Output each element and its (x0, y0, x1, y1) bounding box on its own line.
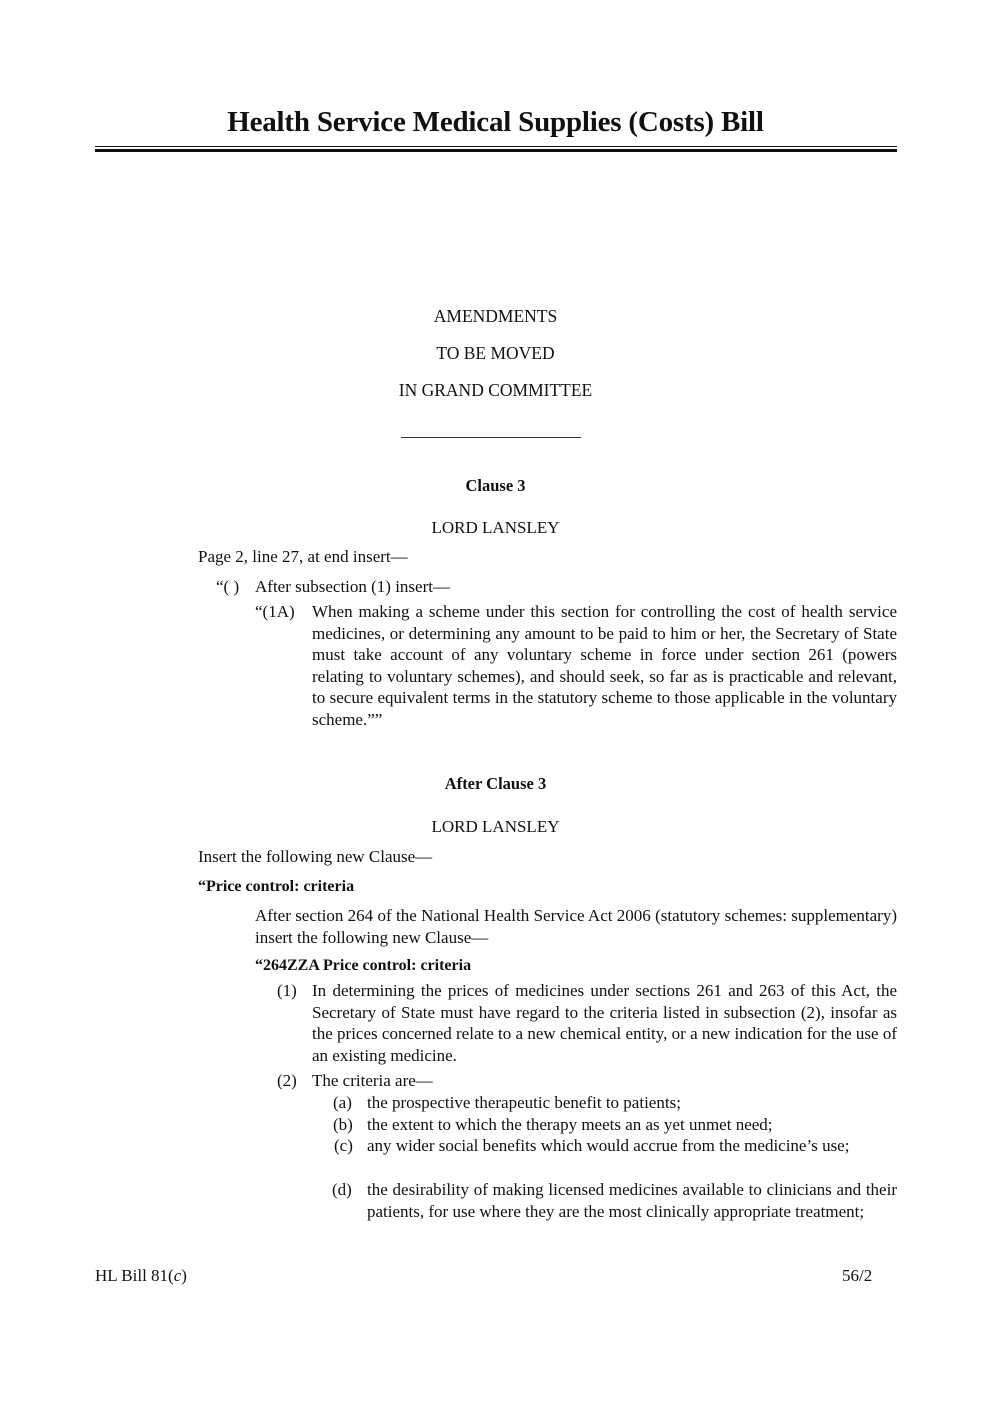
criteria-label: (d) (332, 1180, 352, 1199)
subsection-text: After subsection (1) insert— (255, 577, 450, 596)
new-clause-title: “Price control: criteria (198, 878, 355, 895)
amendment-instruction: Page 2, line 27, at end insert— (198, 547, 408, 566)
bill-ref-italic: c (173, 1266, 182, 1285)
clause-heading: After Clause 3 (444, 774, 547, 793)
criteria-text: any wider social benefits which would accrue from the medicine’s use; (367, 1136, 850, 1155)
bill-ref-prefix: HL Bill 81( (95, 1266, 174, 1285)
subsection-text: The criteria are— (312, 1071, 433, 1090)
criteria-label: (a) (333, 1093, 352, 1112)
bill-reference (95, 1266, 187, 1286)
heading-to-be-moved: TO BE MOVED (436, 343, 555, 363)
bill-ref-suffix: ) (181, 1266, 187, 1285)
subsection-label: (1) (277, 981, 297, 1000)
criteria-label: (c) (334, 1136, 353, 1155)
new-clause-intro: After section 264 of the National Health Service Act 2006 (statutory schemes: supplementary) insert the following new Clause— (255, 906, 897, 947)
mover-name: LORD LANSLEY (431, 518, 560, 537)
heading-amendments: AMENDMENTS (433, 306, 558, 326)
heading-grand-committee: IN GRAND COMMITTEE (398, 380, 593, 400)
title-rule-thick (95, 149, 897, 152)
criteria-text: the desirability of making licensed medicines available to clinicians and their patients, for use where they are the most clinically appropriate treatment; (367, 1180, 897, 1221)
criteria-text: the extent to which the therapy meets an as yet unmet need; (367, 1115, 773, 1134)
criteria-label: (b) (333, 1115, 353, 1134)
inserted-subsection-text: When making a scheme under this section for controlling the cost of health service medicines, or determining any amount to be paid to him or her, the Secretary of State must take account of any voluntary scheme in force under section 261 (powers relating to voluntary schemes), and should seek, so far as is practicable and relevant, to secure equivalent terms in the statutory scheme to those applicable in the voluntary scheme.”” (312, 602, 897, 729)
amendment-instruction: Insert the following new Clause— (198, 847, 433, 866)
criteria-text: the prospective therapeutic benefit to patients; (367, 1093, 681, 1112)
section-divider (401, 437, 581, 438)
subsection-text: In determining the prices of medicines under sections 261 and 263 of this Act, the Secretary of State must have regard to the criteria listed in subsection (2), insofar as the prices concerned relate to a new chemical entity, or a new indication for the use of an existing medicine. (312, 981, 897, 1065)
subsection-label: (2) (277, 1071, 297, 1090)
new-section-title: “264ZZA Price control: criteria (255, 957, 472, 974)
document-title: Health Service Medical Supplies (Costs) Bill (227, 106, 764, 138)
title-rule-thin (95, 146, 897, 147)
inserted-subsection-label: “(1A) (255, 602, 295, 621)
clause-heading: Clause 3 (465, 476, 526, 495)
mover-name: LORD LANSLEY (431, 817, 560, 836)
subsection-label: “( ) (216, 577, 240, 596)
page-reference: 56/2 (842, 1266, 873, 1285)
